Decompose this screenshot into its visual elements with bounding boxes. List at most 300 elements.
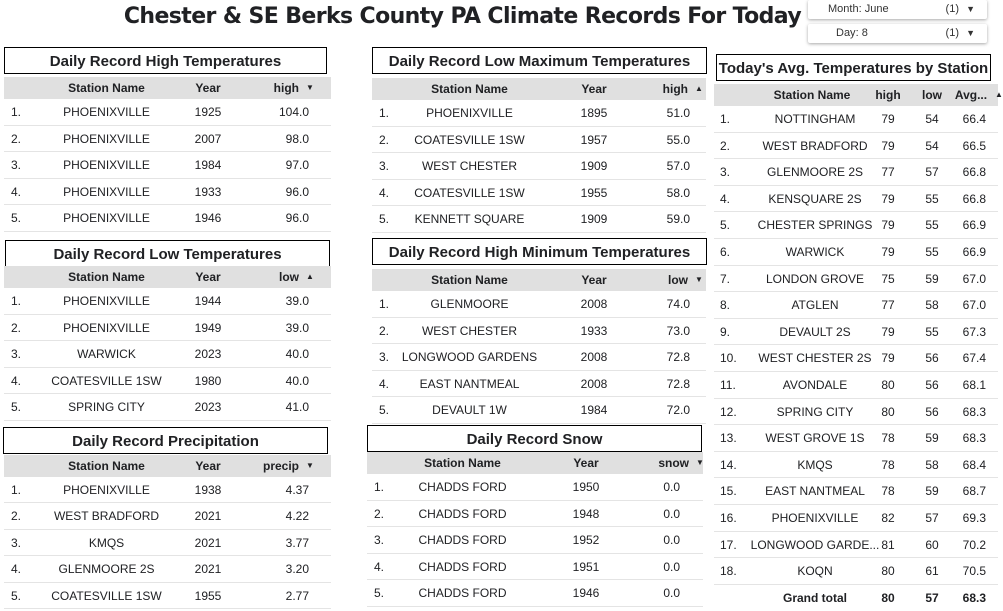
station-name: DEVAULT 1W xyxy=(432,403,507,418)
table-row[interactable] xyxy=(4,503,331,529)
year: 1949 xyxy=(194,320,222,335)
table-row[interactable] xyxy=(714,399,998,426)
avg-low: 57 xyxy=(925,165,939,180)
avg-high: 77 xyxy=(881,298,895,313)
rank: 7. xyxy=(720,271,731,286)
average: 68.4 xyxy=(962,457,986,472)
year: 1925 xyxy=(194,105,222,119)
avg-high: 81 xyxy=(881,537,895,552)
column-header-low[interactable]: low xyxy=(922,88,942,102)
value: 73.0 xyxy=(666,323,690,338)
station-name: SPRING CITY xyxy=(776,404,854,419)
station-name: CHESTER SPRINGS xyxy=(757,218,873,233)
value: 96.0 xyxy=(285,211,309,226)
high-min-title: Daily Record High Minimum Temperatures xyxy=(372,238,707,265)
avg-high: 80 xyxy=(881,564,895,579)
table-header xyxy=(4,455,331,477)
station-name: ATGLEN xyxy=(791,298,839,313)
chevron-down-icon: ▼ xyxy=(966,4,975,14)
station-name: PHOENIXVILLE xyxy=(63,294,150,308)
year: 1946 xyxy=(194,211,222,226)
avg-low: 56 xyxy=(925,378,939,392)
station-name: CHADDS FORD xyxy=(418,586,507,601)
value: 39.0 xyxy=(285,320,309,335)
rank: 1. xyxy=(720,112,731,126)
year: 2021 xyxy=(194,535,222,550)
column-header-year[interactable]: Year xyxy=(573,456,599,470)
station-name: SPRING CITY xyxy=(68,400,145,415)
table-row[interactable] xyxy=(714,372,998,399)
avg-low: 58 xyxy=(925,298,939,313)
average: 66.8 xyxy=(962,191,986,206)
table-row[interactable] xyxy=(367,527,703,554)
avg-high: 80 xyxy=(881,404,895,419)
average: 67.0 xyxy=(962,298,986,313)
table-row[interactable] xyxy=(714,532,998,559)
day-filter-count: (1) xyxy=(945,27,959,39)
year: 1909 xyxy=(580,159,608,174)
year: 1933 xyxy=(194,184,222,199)
station-name: WEST BRADFORD xyxy=(53,509,160,524)
average: 70.5 xyxy=(962,564,986,579)
table-header xyxy=(372,269,706,291)
avg-low: 59 xyxy=(925,484,939,499)
year: 2008 xyxy=(580,297,608,311)
value: 40.0 xyxy=(285,347,309,362)
value: 4.37 xyxy=(285,483,309,497)
rank: 1. xyxy=(11,483,22,497)
avg-high: 79 xyxy=(881,351,895,366)
avg-low: 61 xyxy=(925,564,939,579)
low-temps-title: Daily Record Low Temperatures xyxy=(5,240,330,267)
station-name: COATESVILLE 1SW xyxy=(414,185,525,200)
column-header-year[interactable]: Year xyxy=(581,273,607,287)
column-header-high[interactable]: high xyxy=(273,81,299,95)
average: 67.0 xyxy=(962,271,986,286)
rank: 3. xyxy=(374,533,385,548)
station-name: PHOENIXVILLE xyxy=(63,184,150,199)
year: 2008 xyxy=(580,350,608,365)
station-name: KMQS xyxy=(88,535,125,550)
total-high: 80 xyxy=(881,590,895,605)
rank: 15. xyxy=(720,484,737,499)
table-row[interactable] xyxy=(372,371,706,398)
column-header-avg[interactable]: Avg... xyxy=(954,88,988,102)
table-row[interactable] xyxy=(4,152,331,179)
station-name: GLENMOORE xyxy=(430,297,509,311)
value: 58.0 xyxy=(666,185,690,200)
average: 68.7 xyxy=(962,484,986,499)
table-row[interactable] xyxy=(714,505,998,532)
value: 51.0 xyxy=(666,106,690,120)
total-average: 68.3 xyxy=(962,590,986,605)
low-temps-table xyxy=(4,266,331,422)
year: 1948 xyxy=(572,506,600,521)
column-header-station-name[interactable]: Station Name xyxy=(431,273,508,287)
rank: 9. xyxy=(720,324,731,339)
table-row[interactable] xyxy=(372,206,706,233)
average: 67.4 xyxy=(962,351,986,366)
table-row[interactable] xyxy=(372,153,706,180)
value: 0.0 xyxy=(663,533,680,548)
table-row[interactable] xyxy=(714,558,998,585)
station-name: EAST NANTMEAL xyxy=(419,376,520,391)
sort-caret-icon[interactable]: ▼ xyxy=(306,461,314,470)
value: 104.0 xyxy=(278,105,309,119)
rank: 2. xyxy=(374,506,385,521)
year: 1944 xyxy=(194,294,222,308)
precip-table xyxy=(4,455,331,608)
sort-caret-icon[interactable]: ▼ xyxy=(696,458,704,467)
avg-low: 56 xyxy=(925,351,939,366)
station-name: COATESVILLE 1SW xyxy=(51,588,162,603)
table-row[interactable] xyxy=(4,394,331,421)
table-header xyxy=(714,84,1003,106)
value: 3.77 xyxy=(285,535,309,550)
table-row[interactable] xyxy=(714,159,998,186)
rank: 5. xyxy=(11,400,22,415)
avg-low: 55 xyxy=(925,324,939,339)
rank: 1. xyxy=(379,106,390,120)
avg-low: 55 xyxy=(925,218,939,233)
table-row[interactable] xyxy=(4,583,331,609)
column-header-high[interactable]: high xyxy=(662,82,688,96)
table-row[interactable] xyxy=(372,397,706,424)
rank: 5. xyxy=(379,403,390,418)
year: 1957 xyxy=(580,132,608,147)
table-row[interactable] xyxy=(367,501,703,528)
rank: 6. xyxy=(720,245,731,259)
low-max-table xyxy=(372,78,706,233)
station-name: WEST CHESTER 2S xyxy=(758,351,872,366)
value: 2.77 xyxy=(285,588,309,603)
rank: 4. xyxy=(379,376,390,391)
average: 69.3 xyxy=(962,511,986,525)
table-row[interactable] xyxy=(372,291,706,318)
table-row[interactable] xyxy=(372,318,706,345)
avg-high: 79 xyxy=(881,324,895,339)
table-row[interactable] xyxy=(372,100,706,127)
station-name: GLENMOORE 2S xyxy=(766,165,864,180)
average: 66.8 xyxy=(962,165,986,180)
rank: 3. xyxy=(379,350,390,365)
year: 1955 xyxy=(580,185,608,200)
rank: 18. xyxy=(720,564,737,579)
avg-low: 55 xyxy=(925,191,939,206)
station-name: WARWICK xyxy=(77,347,136,362)
year: 1938 xyxy=(194,483,222,497)
rank: 4. xyxy=(11,562,22,577)
average: 68.3 xyxy=(962,431,986,446)
station-name: PHOENIXVILLE xyxy=(63,483,150,497)
year: 1933 xyxy=(580,323,608,338)
table-row[interactable] xyxy=(714,478,998,505)
avg-low: 59 xyxy=(925,271,939,286)
year: 1984 xyxy=(194,158,222,173)
rank: 2. xyxy=(379,132,390,147)
grand-total-row xyxy=(714,585,998,611)
table-header xyxy=(4,266,331,288)
column-header-low[interactable]: low xyxy=(668,273,688,287)
table-row[interactable] xyxy=(4,179,331,206)
year: 2021 xyxy=(194,562,222,577)
value: 40.0 xyxy=(285,373,309,388)
column-header-station-name[interactable]: Station Name xyxy=(68,459,145,473)
value: 4.22 xyxy=(285,509,309,524)
chevron-down-icon: ▼ xyxy=(966,28,975,38)
column-header-precip[interactable]: precip xyxy=(262,459,299,473)
table-row[interactable] xyxy=(714,106,998,133)
rank: 5. xyxy=(11,588,22,603)
station-name: DEVAULT 2S xyxy=(779,324,851,339)
table-row[interactable] xyxy=(367,580,703,607)
avg-low: 55 xyxy=(925,245,939,259)
table-row[interactable] xyxy=(4,556,331,582)
rank: 4. xyxy=(11,184,22,199)
value: 41.0 xyxy=(285,400,309,415)
avg-low: 58 xyxy=(925,457,939,472)
column-header-snow[interactable]: snow xyxy=(658,456,689,470)
column-header-year[interactable]: Year xyxy=(195,81,221,95)
rank: 8. xyxy=(720,298,731,313)
rank: 3. xyxy=(379,159,390,174)
column-header-year[interactable]: Year xyxy=(581,82,607,96)
station-name: WEST BRADFORD xyxy=(762,138,868,153)
station-name: PHOENIXVILLE xyxy=(63,211,150,226)
station-name: PHOENIXVILLE xyxy=(63,158,150,173)
rank: 4. xyxy=(720,191,731,206)
precip-title: Daily Record Precipitation xyxy=(3,427,328,454)
rank: 16. xyxy=(720,511,737,525)
table-row[interactable] xyxy=(372,180,706,207)
station-name: KENSQUARE 2S xyxy=(768,191,862,206)
table-row[interactable] xyxy=(367,474,703,501)
value: 72.8 xyxy=(666,350,690,365)
table-row[interactable] xyxy=(714,425,998,452)
value: 3.20 xyxy=(285,562,309,577)
value: 57.0 xyxy=(666,159,690,174)
column-header-station-name[interactable]: Station Name xyxy=(424,456,501,470)
station-name: WEST CHESTER xyxy=(421,159,518,174)
avg-high: 78 xyxy=(881,484,895,499)
column-header-year[interactable]: Year xyxy=(195,270,221,284)
table-row[interactable] xyxy=(4,126,331,153)
station-name: EAST NANTMEAL xyxy=(765,484,865,499)
average: 66.9 xyxy=(962,245,986,259)
average: 68.3 xyxy=(962,404,986,419)
rank: 3. xyxy=(720,165,731,180)
rank: 2. xyxy=(11,320,22,335)
sort-caret-icon[interactable]: ▲ xyxy=(306,272,314,281)
day-filter[interactable] xyxy=(808,24,987,43)
station-name: AVONDALE xyxy=(782,378,848,392)
station-name: CHADDS FORD xyxy=(418,480,507,494)
table-row[interactable] xyxy=(714,345,998,372)
rank: 12. xyxy=(720,404,737,419)
low-max-title: Daily Record Low Maximum Temperatures xyxy=(372,47,707,74)
rank: 3. xyxy=(11,158,22,173)
station-name: LONDON GROVE xyxy=(765,271,864,286)
value: 0.0 xyxy=(663,586,680,601)
value: 0.0 xyxy=(663,559,680,574)
year: 1895 xyxy=(580,106,608,120)
avg-temps-title: Today's Avg. Temperatures by Station xyxy=(716,54,991,81)
avg-high: 79 xyxy=(881,138,895,153)
rank: 5. xyxy=(374,586,385,601)
average: 68.1 xyxy=(962,378,986,392)
rank: 11. xyxy=(720,378,736,392)
grand-total-label: Grand total xyxy=(782,590,847,605)
station-name: LONGWOOD GARDE... xyxy=(750,537,880,552)
station-name: CHADDS FORD xyxy=(418,559,507,574)
station-name: PHOENIXVILLE xyxy=(426,106,513,120)
value: 72.8 xyxy=(666,376,690,391)
table-row[interactable] xyxy=(4,477,331,503)
page-title: Chester & SE Berks County PA Climate Records For Today xyxy=(123,4,802,29)
avg-temps-table xyxy=(714,84,1003,608)
station-name: PHOENIXVILLE xyxy=(63,320,150,335)
sort-caret-icon[interactable]: ▼ xyxy=(306,83,314,92)
table-row[interactable] xyxy=(714,319,998,346)
year: 1951 xyxy=(572,559,600,574)
value: 96.0 xyxy=(285,184,309,199)
column-header-station-name[interactable]: Station Name xyxy=(68,270,145,284)
table-row[interactable] xyxy=(372,344,706,371)
high-temps-table xyxy=(4,77,331,232)
station-name: WARWICK xyxy=(785,245,845,259)
rank: 1. xyxy=(379,297,390,311)
year: 2023 xyxy=(194,347,222,362)
table-row[interactable] xyxy=(4,341,331,368)
average: 66.4 xyxy=(962,112,986,126)
avg-high: 75 xyxy=(881,271,895,286)
year: 1950 xyxy=(572,480,600,494)
column-header-station-name[interactable]: Station Name xyxy=(431,82,508,96)
high-min-table xyxy=(372,269,706,424)
station-name: CHADDS FORD xyxy=(418,506,507,521)
snow-title: Daily Record Snow xyxy=(367,425,702,452)
table-row[interactable] xyxy=(714,266,998,293)
rank: 3. xyxy=(11,535,22,550)
station-name: PHOENIXVILLE xyxy=(63,105,150,119)
rank: 4. xyxy=(379,185,390,200)
table-row[interactable] xyxy=(372,127,706,154)
sort-caret-icon[interactable]: ▲ xyxy=(995,90,1003,99)
station-name: WEST CHESTER xyxy=(421,323,518,338)
average: 67.3 xyxy=(962,324,986,339)
table-row[interactable] xyxy=(4,368,331,395)
value: 74.0 xyxy=(666,297,690,311)
day-filter-value: 8 xyxy=(861,27,868,39)
rank: 5. xyxy=(720,218,731,233)
table-row[interactable] xyxy=(4,315,331,342)
avg-high: 79 xyxy=(881,112,895,126)
avg-low: 60 xyxy=(925,537,939,552)
total-low: 57 xyxy=(925,590,939,605)
station-name: NOTTINGHAM xyxy=(774,112,856,126)
sort-caret-icon[interactable]: ▼ xyxy=(695,275,703,284)
rank: 2. xyxy=(720,138,731,153)
column-header-station-name[interactable]: Station Name xyxy=(68,81,145,95)
rank: 1. xyxy=(11,105,22,119)
avg-high: 82 xyxy=(881,511,895,525)
avg-high: 78 xyxy=(881,431,895,446)
value: 59.0 xyxy=(666,212,690,227)
year: 2008 xyxy=(580,376,608,391)
sort-caret-icon[interactable]: ▲ xyxy=(695,84,703,93)
rank: 17. xyxy=(720,537,737,552)
column-header-low[interactable]: low xyxy=(279,270,299,284)
avg-high: 79 xyxy=(881,218,895,233)
month-filter-count: (1) xyxy=(945,3,959,15)
table-row[interactable] xyxy=(4,530,331,556)
table-row[interactable] xyxy=(4,288,331,315)
month-filter[interactable] xyxy=(808,0,987,19)
value: 72.0 xyxy=(666,403,690,418)
rank: 10. xyxy=(720,351,737,366)
year: 1946 xyxy=(572,586,600,601)
high-temps-title: Daily Record High Temperatures xyxy=(4,47,327,74)
rank: 13. xyxy=(720,431,737,446)
table-row[interactable] xyxy=(714,452,998,479)
station-name: KENNETT SQUARE xyxy=(414,212,525,227)
rank: 1. xyxy=(11,294,22,308)
table-row[interactable] xyxy=(714,239,998,266)
column-header-station-name[interactable]: Station Name xyxy=(773,88,851,102)
value: 39.0 xyxy=(285,294,309,308)
table-row[interactable] xyxy=(714,212,998,239)
rank: 2. xyxy=(379,323,390,338)
avg-high: 78 xyxy=(881,457,895,472)
value: 55.0 xyxy=(666,132,690,147)
avg-high: 80 xyxy=(881,378,895,392)
station-name: KMQS xyxy=(797,457,833,472)
average: 66.9 xyxy=(962,218,986,233)
table-row[interactable] xyxy=(714,292,998,319)
average: 66.5 xyxy=(962,138,986,153)
year: 1955 xyxy=(194,588,222,603)
table-row[interactable] xyxy=(367,554,703,581)
snow-table xyxy=(367,452,703,608)
avg-high: 79 xyxy=(881,245,895,259)
year: 2023 xyxy=(194,400,222,415)
value: 0.0 xyxy=(663,506,680,521)
table-header xyxy=(367,452,703,474)
rank: 5. xyxy=(379,212,390,227)
avg-low: 54 xyxy=(925,112,939,126)
station-name: CHADDS FORD xyxy=(418,533,507,548)
avg-high: 77 xyxy=(881,165,895,180)
station-name: GLENMOORE 2S xyxy=(58,562,155,577)
rank: 4. xyxy=(374,559,385,574)
rank: 3. xyxy=(11,347,22,362)
rank: 4. xyxy=(11,373,22,388)
avg-low: 57 xyxy=(925,511,939,525)
average: 70.2 xyxy=(962,537,986,552)
station-name: PHOENIXVILLE xyxy=(63,131,150,146)
rank: 1. xyxy=(374,480,385,494)
table-row[interactable] xyxy=(4,205,331,232)
table-row[interactable] xyxy=(714,133,998,160)
station-name: COATESVILLE 1SW xyxy=(414,132,525,147)
column-header-year[interactable]: Year xyxy=(195,459,221,473)
table-row[interactable] xyxy=(714,186,998,213)
value: 0.0 xyxy=(663,480,680,494)
table-row[interactable] xyxy=(4,99,331,126)
month-filter-label: Month: June xyxy=(828,3,889,15)
table-header xyxy=(4,77,331,99)
column-header-high[interactable]: high xyxy=(875,88,901,102)
